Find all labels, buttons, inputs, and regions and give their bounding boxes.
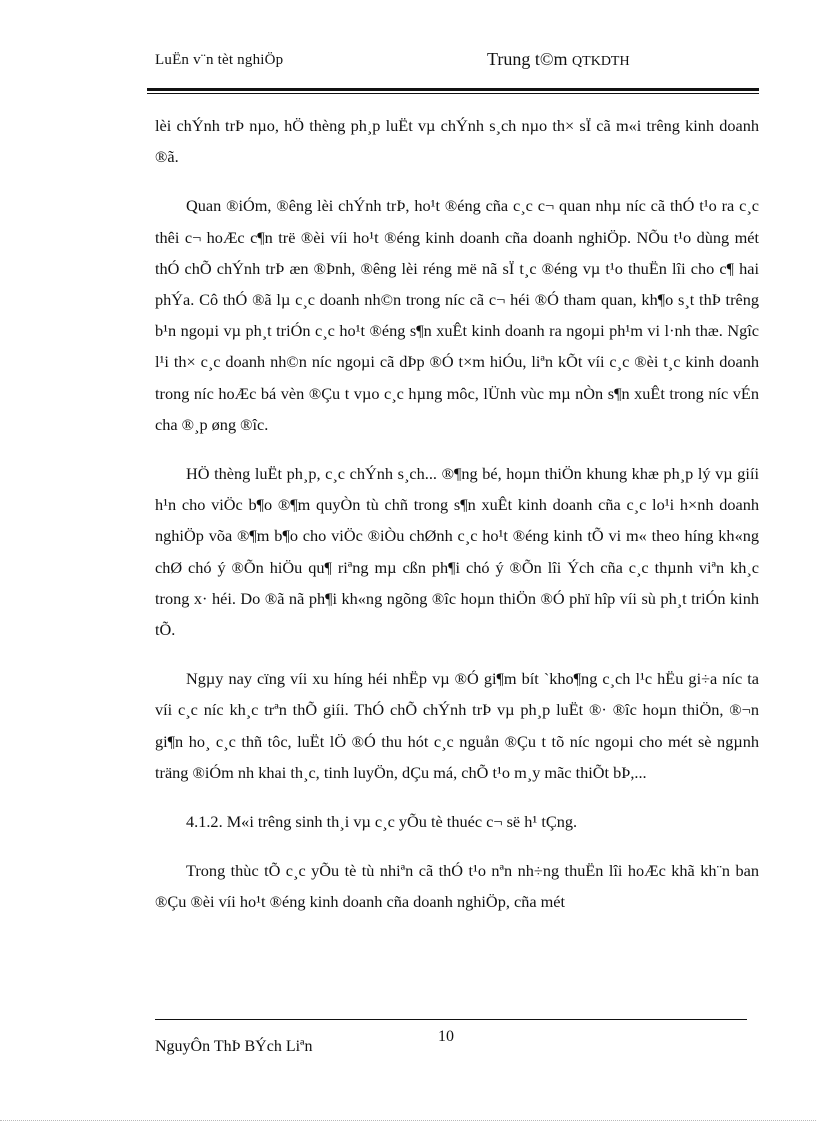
body-paragraph-4: Ngµy nay cïng víi xu híng héi nhËp vµ ®Ó gi¶m bít `kho¶ng c¸ch l¹c hËu gi÷a níc ta víi c¸c níc kh¸c trªn thÕ giíi. ThÓ chÕ chÝnh trÞ vµ ph¸p luËt ®· ®îc hoµn thiÖn, ®¬n gi¶n ho¸ c¸c thñ tôc, luËt lÖ ®Ó thu hót c¸c nguån ®Çu t tõ níc ngoµi cho mét sè ngµnh träng ®iÓm nh khai th¸c, tinh luyÖn, dÇu má, chÕ t¹o m¸y mãc thiÕt bÞ,... <box>155 669 759 782</box>
header-center-main: Trung t©m <box>487 49 568 69</box>
footer-author-name: NguyÔn ThÞ BÝch Liªn <box>155 1038 313 1055</box>
header-rule-thick <box>147 88 759 91</box>
header-center-abbrev: QTKDTH <box>572 54 630 69</box>
footer-rule <box>155 1019 747 1020</box>
body-paragraph-2: Quan ®iÓm, ®êng lèi chÝnh trÞ, ho¹t ®éng cña c¸c c¬ quan nhµ níc cã thÓ t¹o ra c¸c thêi c¬ hoÆc c¶n trë ®èi víi ho¹t ®éng kinh doanh cña doanh nghiÖp. NÕu t¹o dùng mét thÓ chÕ chÝnh trÞ æn ®Þnh, ®êng lèi réng më nã sÏ t¸c ®éng vµ t¹o thuËn lîi cho c¶ hai phÝa. Cô thÓ ®ã lµ c¸c doanh nh©n trong níc cã c¬ héi ®Ó tham quan, kh¶o s¸t thÞ trêng b¹n ngoµi vµ ph¸t triÓn c¸c ho¹t ®éng s¶n xuÊt kinh doanh ra ngoµi ph¹m vi l·nh thæ. Ngîc l¹i th× c¸c doanh nh©n níc ngoµi cã dÞp ®Ó t×m hiÓu, liªn kÕt víi c¸c ®èi t¸c kinh doanh trong níc hoÆc bá vèn ®Çu t vµo c¸c hµng môc, lÜnh vùc mµ nÒn s¶n xuÊt trong níc vÉn cha ®¸p øng ®îc. <box>155 196 759 434</box>
body-paragraph-3: HÖ thèng luËt ph¸p, c¸c chÝnh s¸ch... ®¶ng bé, hoµn thiÖn khung khæ ph¸p lý vµ giíi h¹n cho viÖc b¶o ®¶m quyÒn tù chñ trong s¶n xuÊt kinh doanh cña c¸c lo¹i h×nh doanh nghiÖp võa ®¶m b¶o cho viÖc ®iÒu chØnh c¸c ho¹t ®éng kinh tÕ vi m« theo híng kh«ng chØ chó ý ®Õn hiÖu qu¶ riªng mµ cßn ph¶i chó ý ®Õn lîi Ých cña c¸c thµnh viªn kh¸c trong x· héi. Do ®ã nã ph¶i kh«ng ngõng ®îc hoµn thiÖn ®Ó phï hîp víi sù ph¸t triÓn kinh tÕ. <box>155 464 759 640</box>
header-thesis-title: LuËn v¨n tèt nghiÖp <box>155 52 284 68</box>
body-paragraph-continuation: lèi chÝnh trÞ nµo, hÖ thèng ph¸p luËt vµ chÝnh s¸ch nµo th× sÏ cã m«i trêng kinh doanh ®ã. <box>155 116 759 167</box>
header-rule-thin <box>147 93 759 94</box>
header-center-name <box>487 49 630 70</box>
section-heading: 4.1.2. M«i trêng sinh th¸i vµ c¸c yÕu tè thuéc c¬ së h¹ tÇng. <box>186 812 578 832</box>
page-body <box>155 110 759 936</box>
page-edge-divider <box>0 1120 816 1121</box>
page-number: 10 <box>438 1028 454 1045</box>
body-paragraph-final: Trong thùc tÕ c¸c yÕu tè tù nhiªn cã thÓ t¹o nªn nh÷ng thuËn lîi hoÆc khã kh¨n ban ®Çu ®èi víi ho¹t ®éng kinh doanh cña doanh nghiÖp, cña mét <box>155 861 759 912</box>
